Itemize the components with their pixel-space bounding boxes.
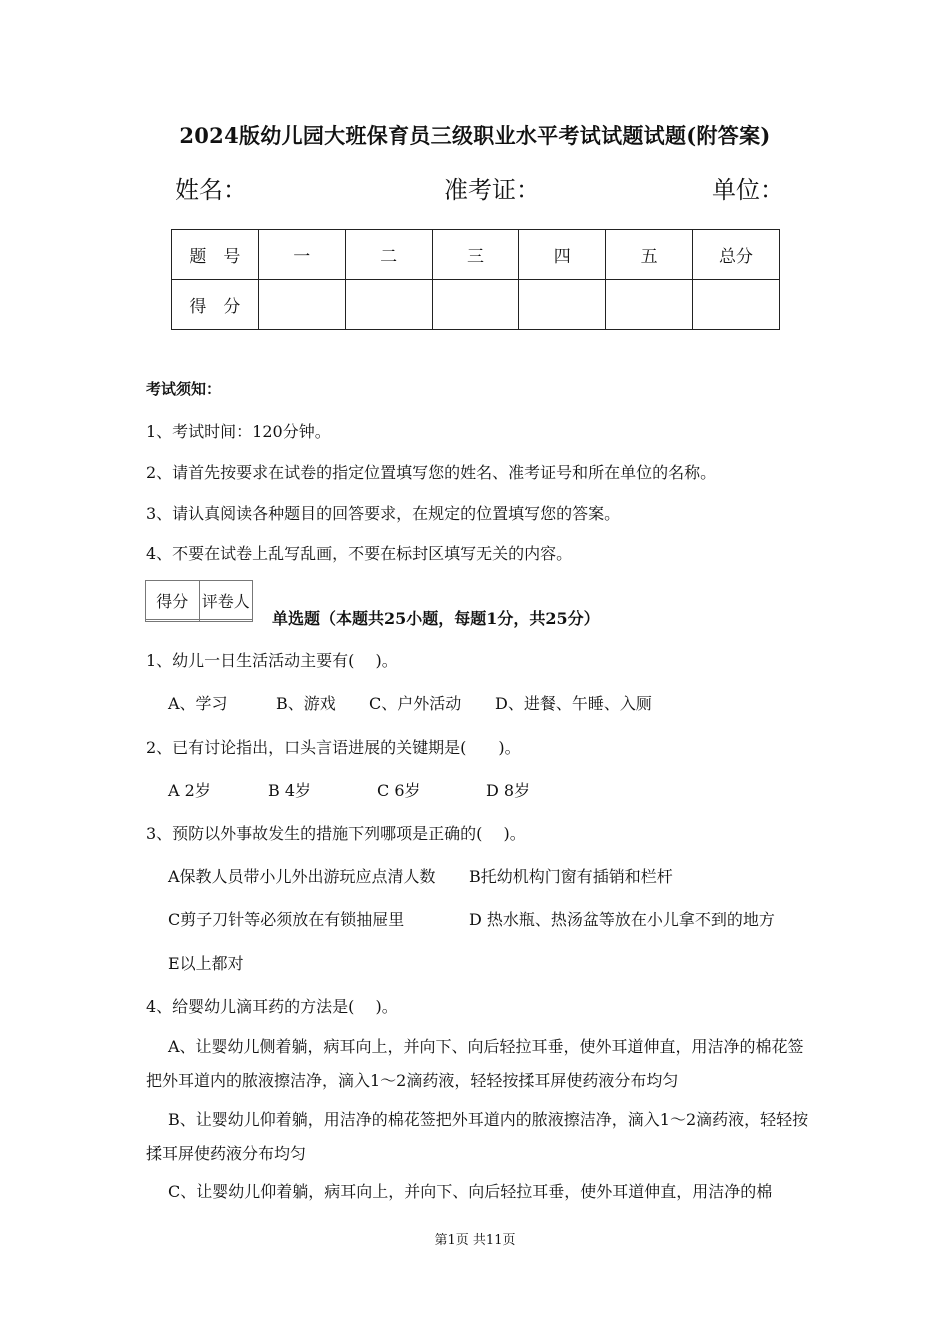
score-table-header-cell: 四 bbox=[519, 230, 606, 280]
score-cell bbox=[693, 280, 780, 330]
question-4-option-b-text: B、让婴幼儿仰着躺，用洁净的棉花签把外耳道内的脓液擦洁净，滴入1～2滴药液，轻轻按揉耳屏使药液分布均匀 bbox=[146, 1110, 809, 1163]
notice-item: 1、考试时间：120分钟。 bbox=[146, 422, 331, 441]
question-3-option-a: A保教人员带小儿外出游玩应点清人数 bbox=[168, 867, 436, 886]
question-4-option-c bbox=[146, 1175, 810, 1209]
score-table-header-cell: 三 bbox=[432, 230, 519, 280]
score-table-header-cell: 总分 bbox=[693, 230, 780, 280]
score-table-header-cell: 五 bbox=[606, 230, 693, 280]
score-table-header-cell: 二 bbox=[345, 230, 432, 280]
score-table-score-row bbox=[172, 280, 780, 330]
question-1-stem: 1、幼儿一日生活活动主要有( )。 bbox=[146, 651, 398, 670]
question-3-option-e: E以上都对 bbox=[168, 954, 244, 973]
question-4-option-a bbox=[146, 1030, 810, 1098]
question-4-option-c-text: C、让婴幼儿仰着躺，病耳向上，并向下、向后轻拉耳垂，使外耳道伸直，用洁净的棉 bbox=[168, 1182, 773, 1201]
score-cell bbox=[606, 280, 693, 330]
score-cell bbox=[345, 280, 432, 330]
score-table-header-cell: 一 bbox=[258, 230, 345, 280]
grader-name-label: 评卷人 bbox=[199, 581, 253, 620]
question-4-option-b bbox=[146, 1103, 810, 1171]
score-table-header-row bbox=[172, 230, 780, 280]
section-title: 单选题（本题共25小题，每题1分，共25分） bbox=[272, 609, 600, 628]
question-2-option-b: B 4岁 bbox=[268, 781, 312, 800]
score-cell bbox=[519, 280, 606, 330]
name-field-label: 姓名： bbox=[175, 176, 247, 204]
notice-item: 2、请首先按要求在试卷的指定位置填写您的姓名、准考证号和所在单位的名称。 bbox=[146, 463, 717, 482]
grader-score-label: 得分 bbox=[146, 581, 200, 620]
score-cell bbox=[258, 280, 345, 330]
question-3-stem: 3、预防以外事故发生的措施下列哪项是正确的( )。 bbox=[146, 824, 526, 843]
page-footer: 第1页 共11页 bbox=[434, 1233, 516, 1248]
document-title: 2024版幼儿园大班保育员三级职业水平考试试题试题(附答案) bbox=[179, 123, 771, 148]
question-2-stem: 2、已有讨论指出，口头言语进展的关键期是( )。 bbox=[146, 738, 521, 757]
question-2-option-c: C 6岁 bbox=[377, 781, 421, 800]
grader-name-cell bbox=[199, 620, 253, 622]
notice-item: 4、不要在试卷上乱写乱画，不要在标封区填写无关的内容。 bbox=[146, 544, 573, 563]
question-2-option-d: D 8岁 bbox=[486, 781, 531, 800]
question-3-option-c: C剪子刀针等必须放在有锁抽屉里 bbox=[168, 910, 405, 929]
question-1-option-d: D、进餐、午睡、入厕 bbox=[495, 694, 652, 713]
question-4-option-a-text: A、让婴幼儿侧着躺，病耳向上，并向下、向后轻拉耳垂，使外耳道伸直，用洁净的棉花签把外耳道内的脓液擦洁净，滴入1～2滴药液，轻轻按揉耳屏使药液分布均匀 bbox=[146, 1037, 804, 1090]
question-1-option-b: B、游戏 bbox=[276, 694, 336, 713]
score-cell bbox=[432, 280, 519, 330]
exam-number-field-label: 准考证： bbox=[444, 176, 540, 204]
question-3-option-d: D 热水瓶、热汤盆等放在小儿拿不到的地方 bbox=[469, 910, 775, 929]
question-4-stem: 4、给婴幼儿滴耳药的方法是( )。 bbox=[146, 997, 398, 1016]
score-row-label: 得 分 bbox=[172, 280, 259, 330]
grader-table bbox=[145, 580, 253, 622]
score-table bbox=[171, 229, 780, 330]
question-1-option-c: C、户外活动 bbox=[369, 694, 462, 713]
score-table-header-cell: 题 号 bbox=[172, 230, 259, 280]
question-2-option-a: A 2岁 bbox=[168, 781, 211, 800]
notice-title: 考试须知： bbox=[146, 380, 222, 398]
notice-item: 3、请认真阅读各种题目的回答要求，在规定的位置填写您的答案。 bbox=[146, 504, 621, 523]
grader-score-cell bbox=[146, 620, 200, 622]
question-3-option-b: B托幼机构门窗有插销和栏杆 bbox=[469, 867, 673, 886]
unit-field-label: 单位： bbox=[712, 176, 784, 204]
question-1-option-a: A、学习 bbox=[168, 694, 228, 713]
